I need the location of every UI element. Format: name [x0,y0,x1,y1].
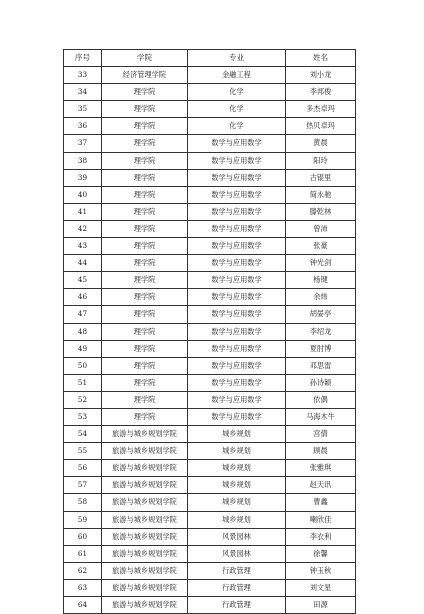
table-row [64,186,356,203]
cell-name: 张雅琪 [286,460,356,477]
cell-name: 张豪 [286,238,356,255]
cell-major: 城乡规划 [188,460,286,477]
cell-college: 理学院 [102,255,188,272]
student-roster-table [63,49,356,614]
cell-college: 理学院 [102,391,188,408]
table-row [64,84,356,101]
cell-name: 曾沛 [286,220,356,237]
table-row [64,135,356,152]
table-row [64,391,356,408]
cell-number: 37 [64,135,102,152]
cell-number: 50 [64,357,102,374]
cell-name: 邓思雷 [286,357,356,374]
header-row [64,50,356,67]
cell-major: 化学 [188,84,286,101]
cell-name: 古锟里 [286,169,356,186]
table-row [64,443,356,460]
table-row [64,426,356,443]
cell-name: 顾晨 [286,443,356,460]
cell-number: 56 [64,460,102,477]
cell-number: 52 [64,391,102,408]
cell-name: 徐馨 [286,545,356,562]
cell-number: 41 [64,203,102,220]
cell-name: 曹鑫 [286,494,356,511]
table-header [64,50,356,67]
cell-number: 42 [64,220,102,237]
cell-number: 35 [64,101,102,118]
table-row [64,152,356,169]
cell-name: 余炜 [286,289,356,306]
cell-name: 热贝卓玛 [286,118,356,135]
cell-major: 数学与应用数学 [188,152,286,169]
cell-number: 36 [64,118,102,135]
cell-name: 李邦俊 [286,84,356,101]
cell-college: 旅游与城乡规划学院 [102,426,188,443]
cell-name: 田源 [286,597,356,614]
cell-number: 48 [64,323,102,340]
cell-major: 风景园林 [188,528,286,545]
cell-college: 理学院 [102,186,188,203]
cell-number: 60 [64,528,102,545]
cell-college: 理学院 [102,84,188,101]
table-row [64,579,356,596]
cell-name: 滕乾林 [286,203,356,220]
cell-college: 理学院 [102,306,188,323]
cell-name: 宫倩 [286,426,356,443]
cell-major: 数学与应用数学 [188,289,286,306]
cell-major: 数学与应用数学 [188,186,286,203]
cell-number: 59 [64,511,102,528]
cell-major: 数学与应用数学 [188,220,286,237]
cell-major: 化学 [188,118,286,135]
cell-college: 经济管理学院 [102,67,188,84]
cell-college: 理学院 [102,357,188,374]
cell-number: 45 [64,272,102,289]
cell-major: 城乡规划 [188,494,286,511]
cell-number: 54 [64,426,102,443]
cell-college: 理学院 [102,340,188,357]
cell-number: 40 [64,186,102,203]
table-body [64,67,356,614]
cell-name: 钟玉秋 [286,562,356,579]
cell-name: 依偶 [286,391,356,408]
cell-major: 数学与应用数学 [188,272,286,289]
table-row [64,169,356,186]
cell-name: 李衣利 [286,528,356,545]
table-row [64,545,356,562]
cell-major: 数学与应用数学 [188,203,286,220]
table-row [64,289,356,306]
cell-number: 38 [64,152,102,169]
cell-college: 旅游与城乡规划学院 [102,528,188,545]
table-row [64,203,356,220]
cell-college: 理学院 [102,118,188,135]
cell-number: 58 [64,494,102,511]
cell-college: 理学院 [102,323,188,340]
cell-college: 旅游与城乡规划学院 [102,579,188,596]
table-row [64,357,356,374]
cell-name: 孙诗颖 [286,374,356,391]
cell-major: 数学与应用数学 [188,255,286,272]
cell-college: 旅游与城乡规划学院 [102,443,188,460]
table-row [64,255,356,272]
cell-major: 城乡规划 [188,477,286,494]
cell-number: 51 [64,374,102,391]
cell-major: 数学与应用数学 [188,391,286,408]
header-name: 姓名 [286,50,356,67]
cell-name: 多杰卓玛 [286,101,356,118]
cell-college: 理学院 [102,272,188,289]
cell-name: 胡晏亭 [286,306,356,323]
cell-name: 阳玲 [286,152,356,169]
cell-major: 数学与应用数学 [188,238,286,255]
cell-number: 43 [64,238,102,255]
cell-name: 马海木牛 [286,408,356,425]
cell-number: 39 [64,169,102,186]
cell-number: 49 [64,340,102,357]
cell-college: 理学院 [102,135,188,152]
table-row [64,528,356,545]
table-row [64,562,356,579]
cell-college: 旅游与城乡规划学院 [102,477,188,494]
cell-college: 理学院 [102,408,188,425]
table-row [64,67,356,84]
cell-number: 57 [64,477,102,494]
cell-major: 城乡规划 [188,443,286,460]
cell-major: 行政管理 [188,562,286,579]
table-row [64,597,356,614]
table-row [64,272,356,289]
cell-college: 旅游与城乡规划学院 [102,562,188,579]
table-row [64,408,356,425]
cell-college: 理学院 [102,238,188,255]
cell-name: 简永驰 [286,186,356,203]
cell-major: 化学 [188,101,286,118]
cell-major: 风景园林 [188,545,286,562]
table-row [64,460,356,477]
cell-major: 数学与应用数学 [188,306,286,323]
cell-number: 47 [64,306,102,323]
cell-major: 数学与应用数学 [188,340,286,357]
table-row [64,101,356,118]
header-college: 学院 [102,50,188,67]
table-row [64,494,356,511]
cell-major: 数学与应用数学 [188,374,286,391]
table-row [64,118,356,135]
cell-name: 黄晨 [286,135,356,152]
table-row [64,220,356,237]
cell-major: 城乡规划 [188,511,286,528]
cell-number: 34 [64,84,102,101]
cell-major: 金融工程 [188,67,286,84]
cell-college: 旅游与城乡规划学院 [102,597,188,614]
cell-number: 46 [64,289,102,306]
cell-name: 赵天讯 [286,477,356,494]
cell-major: 数学与应用数学 [188,357,286,374]
cell-college: 理学院 [102,289,188,306]
cell-name: 喇欣佳 [286,511,356,528]
cell-name: 刘小龙 [286,67,356,84]
cell-number: 53 [64,408,102,425]
cell-number: 63 [64,579,102,596]
table-row [64,306,356,323]
cell-college: 理学院 [102,152,188,169]
cell-major: 行政管理 [188,579,286,596]
cell-major: 城乡规划 [188,426,286,443]
cell-college: 理学院 [102,101,188,118]
cell-name: 杨键 [286,272,356,289]
cell-college: 旅游与城乡规划学院 [102,460,188,477]
cell-college: 理学院 [102,203,188,220]
cell-major: 数学与应用数学 [188,323,286,340]
cell-major: 数学与应用数学 [188,408,286,425]
cell-college: 旅游与城乡规划学院 [102,494,188,511]
table-row [64,238,356,255]
cell-college: 理学院 [102,220,188,237]
table-row [64,477,356,494]
cell-major: 行政管理 [188,597,286,614]
cell-name: 刘文星 [286,579,356,596]
cell-number: 62 [64,562,102,579]
table-row [64,511,356,528]
cell-major: 数学与应用数学 [188,135,286,152]
cell-name: 李绍龙 [286,323,356,340]
cell-college: 旅游与城乡规划学院 [102,511,188,528]
header-number: 序号 [64,50,102,67]
table-row [64,323,356,340]
table-row [64,340,356,357]
cell-college: 理学院 [102,169,188,186]
cell-number: 61 [64,545,102,562]
cell-number: 64 [64,597,102,614]
cell-name: 钟光剑 [286,255,356,272]
cell-college: 旅游与城乡规划学院 [102,545,188,562]
cell-major: 数学与应用数学 [188,169,286,186]
cell-college: 理学院 [102,374,188,391]
table-row [64,374,356,391]
cell-number: 33 [64,67,102,84]
cell-number: 55 [64,443,102,460]
cell-number: 44 [64,255,102,272]
cell-name: 夏肘博 [286,340,356,357]
header-major: 专业 [188,50,286,67]
